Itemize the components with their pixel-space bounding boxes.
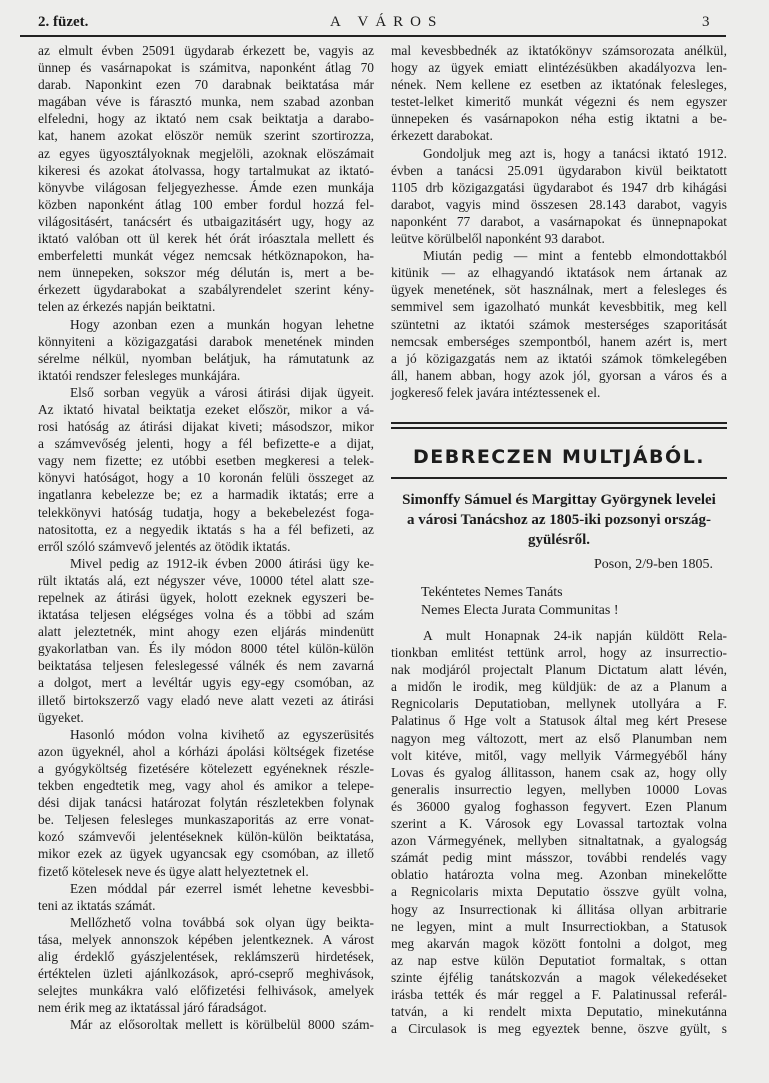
text-line: szinte éjfélig tanátskozván a magok vélekedéseket bbox=[391, 969, 727, 985]
text-line: könyvi hatóságot, hogy a 10 koronán felüli összeget az bbox=[38, 470, 374, 486]
text-line: gyakorlatban van. És ily módon 8000 tétel külön-külön bbox=[38, 641, 374, 657]
text-line: jogkereső felek javára intéztessenek el. bbox=[391, 384, 601, 400]
text-line: rosi hatóság az átirási dijakat kiveti; másodszor, mikor bbox=[38, 419, 374, 435]
text-line: telen az érkezés napján beiktatni. bbox=[38, 299, 216, 315]
salutation-line: Nemes Electa Jurata Communitas ! bbox=[421, 603, 619, 618]
text-line: selejtes munkákra való előfizetési felhivások, amelyek bbox=[38, 983, 374, 999]
text-line: érkezett ügydarabokat a szabályrendelet szerint kény- bbox=[38, 282, 374, 298]
text-line: a Circulasok is meg egyeztek benne, öszve gyült, s bbox=[391, 1021, 727, 1037]
text-line: be. Teljesen felesleges munkaszaporitás az erre vonat- bbox=[38, 812, 374, 828]
text-line: dési dijak tanácsi határozat folytán részletekben folynak bbox=[38, 795, 374, 811]
subtitle-line: Simonffy Sámuel és Margittay Györgynek levelei bbox=[402, 492, 716, 508]
text-line: világositásért, tanácsért és utbaigazitásért ugy, hogy az bbox=[38, 213, 374, 229]
salutation-line: Tekéntetes Nemes Tanáts bbox=[421, 585, 563, 600]
text-line: kikeresi és azokat átolvassa, hogy tartalmukat az iktató- bbox=[38, 162, 374, 178]
text-line: nem ünnepeken, sokszor még délután is, mert a be- bbox=[38, 265, 374, 281]
text-line: testet-lelket kimeritő munkát végezni és nem egyszer bbox=[391, 94, 727, 110]
text-line: irásba tették és már reggel a F. Palatinussal referál- bbox=[391, 986, 727, 1002]
text-line: szüntetni az iktatói számok mesterséges szaporitását bbox=[391, 316, 727, 332]
text-line: Az iktató hivatal beiktatja ezeket először, mikor a vá- bbox=[38, 401, 374, 417]
text-line: repelnek az átirási ügyek, holott ezeknek egyszeri be- bbox=[38, 590, 374, 605]
text-line: illető birtokszerző vagy eladó neve alatt vezeti az átirási bbox=[38, 692, 374, 708]
text-line: Már az elősoroltak mellett is körülbelül 8000 szám- bbox=[70, 1017, 374, 1033]
text-line: évben a tanácsi 25.091 ügydarabon kivül beiktatott bbox=[391, 162, 727, 178]
text-line: telekkönyvi hatóság tudatja, hogy a bekebelezést foga- bbox=[38, 504, 374, 520]
text-line: alatt jeleztetnék, mint ahogy ezen eljárás mindenütt bbox=[38, 624, 374, 640]
text-line: semmivel sem igazolható munkát kevesbbitik, meg kell bbox=[391, 299, 727, 315]
text-line: iktatói rendszer felesleges munkájára. bbox=[38, 367, 241, 383]
text-line: azon ügyeknél, ahol a kórházi ápolási költségek fizetése bbox=[38, 743, 374, 759]
text-line: és 36000 gyalog foghasson fegyvert. Ezen Planum bbox=[391, 798, 727, 814]
text-line: az nap estve külön Deputatiot formaltak, s ottan bbox=[391, 952, 727, 968]
text-line: ügyek menetének, söt használnak, mert a felesleges és bbox=[391, 282, 727, 298]
text-line: magában véve is fárasztó munka, nem szabad azonban bbox=[38, 94, 374, 110]
journal-title: A VÁROS bbox=[330, 14, 444, 30]
text-line: hogy az ügyek emiatt elintézésükben akadályozva len- bbox=[391, 60, 727, 76]
text-line: Első sorban vegyük a városi átirási dijak ügyeit. bbox=[70, 384, 374, 400]
text-line: ünnep és vasárnapokat is számitva, naponként átlag 70 bbox=[38, 60, 374, 76]
issue-label: 2. füzet. bbox=[38, 14, 89, 30]
section-title: DEBRECZEN MULTJÁBÓL. bbox=[412, 446, 706, 468]
text-line: nagyon meg változott, mert az első Planumban nem bbox=[391, 730, 727, 746]
text-line: tekben engedtetik meg, vagy ahol és amikor a telepe- bbox=[38, 778, 374, 794]
text-line: érkezett darabokat. bbox=[391, 128, 493, 144]
text-line: ünnepeken és vasárnapokon néha estig iktatni a be- bbox=[391, 111, 727, 127]
text-line: értéktelen üzleti ajánlkozások, apró-cseprő meghivások, bbox=[38, 966, 374, 982]
header-rule bbox=[20, 35, 726, 37]
text-line: leütve körülbelől naponként 93 darabot. bbox=[391, 231, 605, 247]
text-line: nemcsak emberséges szempontból, hanem azért is, mert bbox=[391, 333, 727, 349]
text-line: iktató valóban ott ül kerek hét órát iróasztala mellett és bbox=[38, 231, 374, 247]
text-line: nem érik meg az iktatással járó fáradságot. bbox=[38, 1000, 267, 1016]
text-line: Hasonló módon volna kivihető az egyszerüsités bbox=[70, 726, 374, 742]
text-line: generalis insurrectio legyen, mellyben 10000 Lovas bbox=[391, 781, 727, 797]
text-line: rült iktatás alá, ezt négyszer véve, 10000 tétel alatt sze- bbox=[38, 572, 374, 588]
text-line: Gondoljuk meg azt is, hogy a tanácsi iktató 1912. bbox=[423, 145, 727, 161]
text-line: Mellőzhető volna továbbá sok olyan ügy beikta- bbox=[70, 914, 374, 930]
subtitle-line: a városi Tanácshoz az 1805-iki pozsonyi ország- bbox=[407, 512, 711, 528]
text-line: mikor ezek az ügyek ugyancsak egy csomóban, az illető bbox=[38, 846, 374, 862]
text-line: ingatlanra kebelezze be; ez a harmadik iktatás; erre a bbox=[38, 487, 374, 503]
text-line: Ezen móddal pár ezerrel ismét lehetne kevesbbi- bbox=[70, 880, 374, 896]
text-line: alig érdeklő gyászjelentések, reklámszerü hirdetések, bbox=[38, 948, 374, 964]
article-subtitle bbox=[391, 490, 727, 550]
right-column bbox=[391, 42, 727, 401]
text-line: a Regnicolaris mixta Deputatio összve gyült volna, bbox=[391, 884, 727, 900]
text-line: vagy nem fizette; ez utóbbi esetben megkeresi a telek- bbox=[38, 453, 374, 469]
text-line: ügyeket. bbox=[38, 709, 84, 725]
text-line: naponként 77 darabot, a vasárnapokat és ünnepnapokat bbox=[391, 213, 727, 229]
text-line: a jó közigazgatás nem az iktatói számok tömkelegében bbox=[391, 350, 727, 366]
text-line: emberfeletti munkát végez nemcsak hétköznapokon, ha- bbox=[38, 248, 374, 264]
text-line: kat, hanem azokat elöször nemük szerint szortirozza, bbox=[38, 128, 374, 144]
text-line: volt kitéve, mitől, vagy mellyik Vármegyéből hány bbox=[391, 747, 727, 763]
text-line: fizető kötelesek neve és ügye alatt helyeztetnek el. bbox=[38, 863, 309, 879]
text-line: nének. Nem kellene ez esetben az iktatónak felesleges, bbox=[391, 77, 727, 93]
letter-body bbox=[391, 627, 727, 1037]
text-line: könnyiteni a közigazgatási darabok menetének minden bbox=[38, 333, 374, 349]
text-line: mal kevesbbednék az iktatókönyv számsorozata anélkül, bbox=[391, 43, 727, 58]
text-line: erről szóló számvevő jelentés az ötödik iktatás. bbox=[38, 538, 291, 554]
section-title-rule bbox=[391, 477, 727, 479]
text-line: ne legyen, mint a mult Insurrectiokban, a Statusok bbox=[391, 918, 727, 934]
text-line: tatván, a ki rendelt mixta Deputatio, minekutánna bbox=[391, 1004, 727, 1020]
text-line: oblatio határozta volna meg. Azonban minekelőtte bbox=[391, 867, 727, 883]
text-line: Hogy azonban ezen a munkán hogyan lehetne bbox=[70, 316, 374, 332]
text-line: A mult Honapnak 24-ik napján küldött Rela- bbox=[423, 628, 727, 643]
section-double-rule-top bbox=[391, 422, 727, 424]
text-line: kozó számvevői jelentéseknek külön-külön beiktatása, bbox=[38, 829, 374, 845]
section-double-rule-bottom bbox=[391, 427, 727, 429]
page-number: 3 bbox=[702, 14, 710, 30]
text-line: 1105 drb közigazgatási ügydarabot és 1947 drb kihágási bbox=[391, 179, 727, 195]
text-line: Miután pedig — mint a fentebb elmondottakból bbox=[423, 248, 727, 264]
text-line: elfeledni, hogy az iktató nem csak beiktatja a darabo- bbox=[38, 111, 374, 127]
text-line: áll, hanem abban, hogy azok jól, gyorsan a város és a bbox=[391, 367, 727, 383]
subtitle-line: gyülésről. bbox=[527, 532, 591, 548]
text-line: iktatása teljesen elégséges volna és a többi ad szám bbox=[38, 607, 374, 623]
text-line: szerint a K. Városok egy Lovassal tartoztak volna bbox=[391, 816, 727, 832]
text-line: közben naponként átlag 100 ember fordul hozzá fel- bbox=[38, 196, 374, 212]
text-line: a számvevőség jelenti, hogy a fél befizette-e a dijat, bbox=[38, 436, 374, 452]
text-line: Palatinus ő Hge volt a Statusok által meg kért Presese bbox=[391, 713, 727, 729]
letter-place-date: Poson, 2/9-ben 1805. bbox=[594, 557, 713, 572]
text-line: darabot, vagyis mind összesen 28.143 darabot, vagyis bbox=[391, 196, 727, 212]
text-line: az egyes ügyosztályoknak megjelöli, azoknak elöszámait bbox=[38, 145, 374, 161]
text-line: kitünik — az elhagyandó iktatások nem ártanak az bbox=[391, 265, 727, 281]
text-line: a gyógyköltség fizetésére kötelezett egyéneknek részle- bbox=[38, 760, 374, 776]
text-line: a dolgot, mert a levéltár ugyis egy-egy csomóban, az bbox=[38, 675, 374, 691]
text-line: nak modjáról projectalt Planum Dictatum alatt lévén, bbox=[391, 662, 727, 678]
text-line: beiktatása teljesen feleslegessé válnék és nem zavarná bbox=[38, 658, 374, 674]
text-line: Lovas és gyalog állitasson, hanem csak az, hogy olly bbox=[391, 764, 727, 780]
text-line: hogy az Insurrectionak ki állitása ollyan arbitrarie bbox=[391, 901, 727, 917]
text-line: azon Vármegyének, mellyben sitnaltatnak, a gyalogság bbox=[391, 833, 727, 849]
text-line: Regnicolaris Deputatioban, mellynek utollyára a F. bbox=[391, 696, 727, 712]
left-column bbox=[38, 42, 374, 1033]
text-line: könyvbe világosan feljegyezhesse. Ámde ezen munkája bbox=[38, 179, 374, 195]
text-line: darab. Naponkint ezen 70 darabnak beiktatása már bbox=[38, 77, 374, 93]
text-line: tionkban emlitést tettünk arrol, hogy az insurrectio- bbox=[391, 645, 727, 661]
text-line: meg akarván magok között fontolni a dolgot, meg bbox=[391, 935, 727, 951]
text-line: natositotta, ez a negyedik iktatás s ha a fél befizeti, az bbox=[38, 521, 374, 537]
text-line: az elmult évben 25091 ügydarab érkezett be, vagyis az bbox=[38, 43, 374, 58]
text-line: Mivel pedig az 1912-ik évben 2000 átirási ügy ke- bbox=[70, 555, 374, 571]
letter-salutation bbox=[421, 584, 619, 620]
text-line: tása, melyek annonszok képében jelentkeznek. A várost bbox=[38, 931, 374, 947]
text-line: számát pedig mint másszor, további rendelés vagy bbox=[391, 850, 727, 866]
text-line: teni az iktatás számát. bbox=[38, 897, 156, 913]
text-line: a midőn le irodik, meg küldjük: de az a Planum a bbox=[391, 679, 727, 695]
text-line: sérelme nélkül, nyomban belátjuk, ha rámutatunk az bbox=[38, 350, 374, 366]
